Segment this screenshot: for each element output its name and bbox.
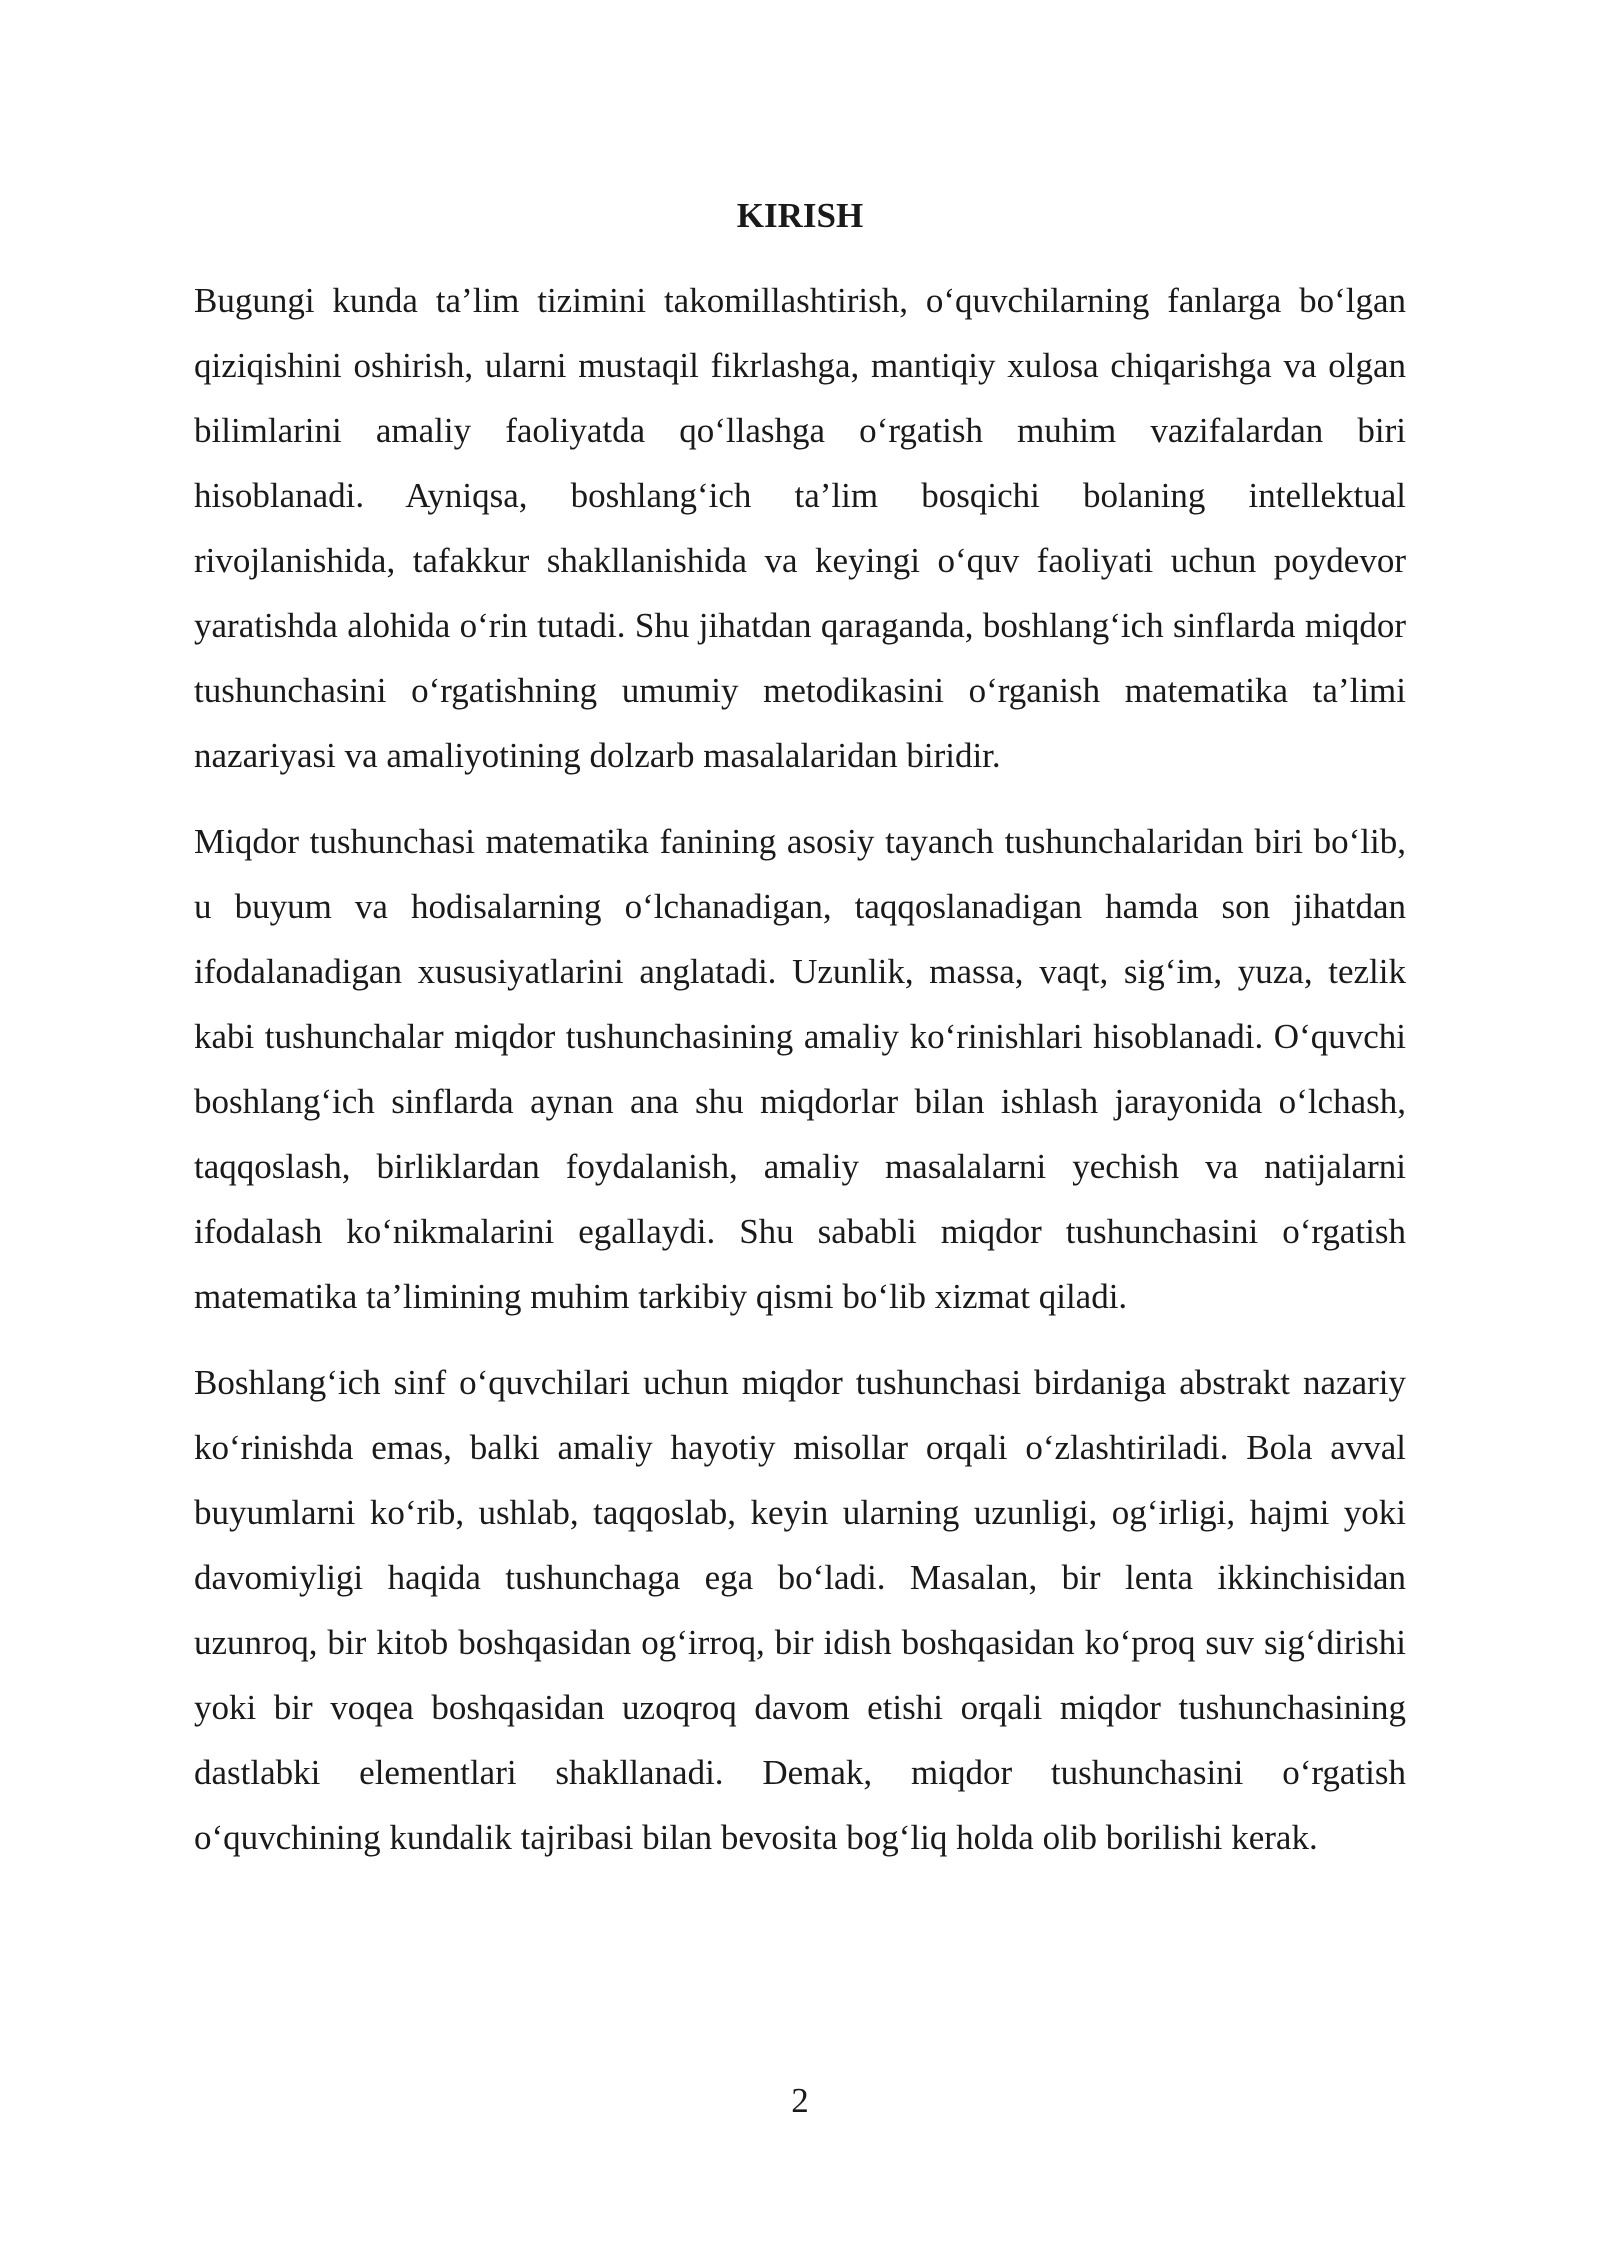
paragraph-1: Bugungi kunda ta’lim tizimini takomillashtirish, o‘quvchilarning fanlarga bo‘lgan qiziqishini oshirish, ularni mustaqil fikrlashga, mantiqiy xulosa chiqarishga va olgan bilimlarini amaliy faoliyatda qo‘llashga o‘rgatish muhim vazifalardan biri hisoblanadi. Ayniqsa, boshlang‘ich ta’lim bosqichi bolaning intellektual rivojlanishida, tafakkur shakllanishida va keyingi o‘quv faoliyati uchun poydevor yaratishda alohida o‘rin tutadi. Shu jihatdan qaraganda, boshlang‘ich sinflarda miqdor tushunchasini o‘rgatishning umumiy metodikasini o‘rganish matematika ta’limi nazariyasi va amaliyotining dolzarb masalalaridan biridir. — [194, 281, 1406, 775]
page-number: 2 — [791, 2081, 809, 2120]
document-body — [194, 190, 1406, 1891]
page-title: KIRISH — [736, 196, 864, 235]
paragraph-2: Miqdor tushunchasi matematika fanining asosiy tayanch tushunchalaridan biri bo‘lib, u buyum va hodisalarning o‘lchanadigan, taqqoslanadigan hamda son jihatdan ifodalanadigan xususiyatlarini anglatadi. Uzunlik, massa, vaqt, sig‘im, yuza, tezlik kabi tushunchalar miqdor tushunchasining amaliy ko‘rinishlari hisoblanadi. O‘quvchi boshlang‘ich sinflarda aynan ana shu miqdorlar bilan ishlash jarayonida o‘lchash, taqqoslash, birliklardan foydalanish, amaliy masalalarni yechish va natijalarni ifodalash ko‘nikmalarini egallaydi. Shu sababli miqdor tushunchasini o‘rgatish matematika ta’limining muhim tarkibiy qismi bo‘lib xizmat qiladi. — [194, 822, 1406, 1316]
paragraph-3: Boshlang‘ich sinf o‘quvchilari uchun miqdor tushunchasi birdaniga abstrakt nazariy ko‘rinishda emas, balki amaliy hayotiy misollar orqali o‘zlashtiriladi. Bola avval buyumlarni ko‘rib, ushlab, taqqoslab, keyin ularning uzunligi, og‘irligi, hajmi yoki davomiyligi haqida tushunchaga ega bo‘ladi. Masalan, bir lenta ikkinchisidan uzunroq, bir kitob boshqasidan og‘irroq, bir idish boshqasidan ko‘proq suv sig‘dirishi yoki bir voqea boshqasidan uzoqroq davom etishi orqali miqdor tushunchasining dastlabki elementlari shakllanadi. Demak, miqdor tushunchasini o‘rgatish o‘quvchining kundalik tajribasi bilan bevosita bog‘liq holda olib borilishi kerak. — [194, 1363, 1406, 1857]
